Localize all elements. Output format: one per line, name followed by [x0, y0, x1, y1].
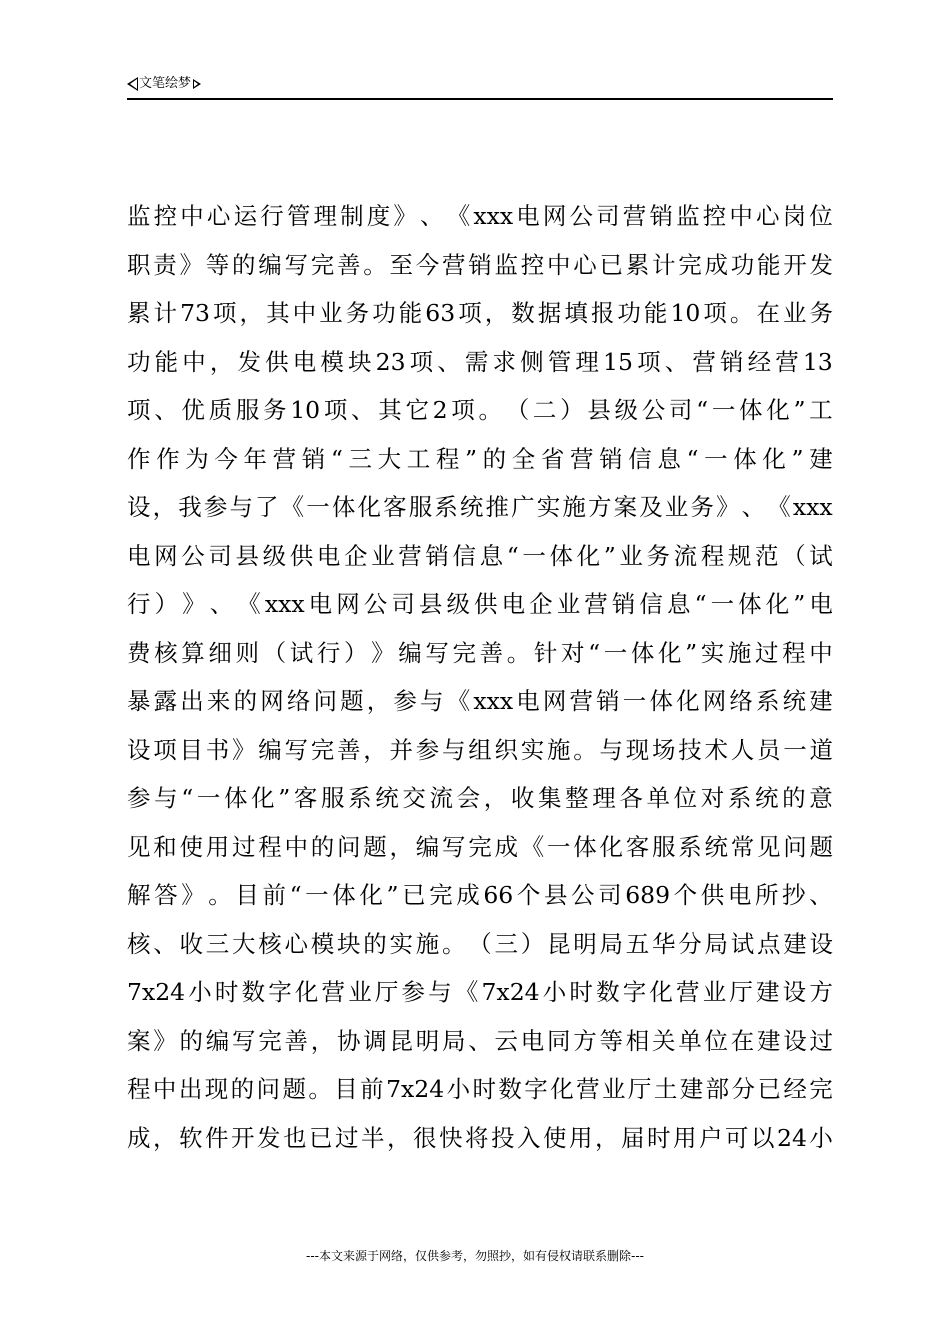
text-line: 成 ， 软 件 开 发 也 已 过 半 ， 很 快 将 投 入 使 用 ， 届 时 用 户 可 以 24 小	[127, 1123, 833, 1152]
text-line: 职 责 》 等 的 编 写 完 善 。 至 今 营 销 监 控 中 心 已 累 计 完 成 功 能 开 发	[127, 250, 833, 279]
text-line: 项 、 优 质 服 务 10 项 、 其 它 2 项 。 （ 二 ） 县 级 公 司 “ 一 体 化 ” 工	[127, 396, 833, 424]
triangle-left-icon	[127, 77, 138, 91]
text-line: 解 答 》 。 目 前 “ 一 体 化 ” 已 完 成 66 个 县 公 司 689 个 供 电 所 抄 、	[127, 881, 833, 909]
text-line: 见 和 使 用 过 程 中 的 问 题 ， 编 写 完 成 《 一 体 化 客 服 系 统 常 见 问 题	[127, 832, 833, 861]
text-line: 案 》 的 编 写 完 善 ， 协 调 昆 明 局 、 云 电 同 方 等 相 关 单 位 在 建 设 过	[127, 1026, 833, 1055]
text-line: 程 中 出 现 的 问 题 。 目 前 7x24 小 时 数 字 化 营 业 厅 土 建 部 分 已 经 完	[127, 1075, 833, 1103]
body-text	[127, 196, 833, 1166]
text-line: 核 、 收 三 大 核 心 模 块 的 实 施 。 （ 三 ） 昆 明 局 五 华 分 局 试 点 建 设	[127, 929, 833, 958]
text-line: 暴 露 出 来 的 网 络 问 题 ， 参 与 《 xxx 电 网 营 销 一 体 化 网 络 系 统 建	[127, 687, 833, 715]
text-line: 设 ， 我 参 与 了 《 一 体 化 客 服 系 统 推 广 实 施 方 案 及 业 务 》 、 《 xxx	[127, 493, 833, 521]
header-title: 文笔绘梦	[139, 76, 192, 91]
text-line: 设 项 目 书 》 编 写 完 善 ， 并 参 与 组 织 实 施 。 与 现 场 技 术 人 员 一 道	[127, 735, 833, 764]
text-line: 监 控 中 心 运 行 管 理 制 度 》 、 《 xxx 电 网 公 司 营 销 监 控 中 心 岗 位	[127, 202, 833, 230]
text-line: 行 ） 》 、 《 xxx 电 网 公 司 县 级 供 电 企 业 营 销 信 息 “ 一 体 化 ” 电	[127, 590, 833, 618]
page-header	[127, 72, 833, 100]
text-line: 7x24 小 时 数 字 化 营 业 厅 参 与 《 7x24 小 时 数 字 化 营 业 厅 建 设 方	[127, 978, 833, 1006]
text-line: 累 计 73 项 ， 其 中 业 务 功 能 63 项 ， 数 据 填 报 功 能 10 项 。 在 业 务	[127, 299, 833, 327]
triangle-right-icon	[193, 79, 201, 89]
header-brand	[127, 76, 201, 92]
text-line: 功 能 中 ， 发 供 电 模 块 23 项 、 需 求 侧 管 理 15 项 、 营 销 经 营 13	[127, 347, 833, 376]
text-line: 费 核 算 细 则 （ 试 行 ） 》 编 写 完 善 。 针 对 “ 一 体 化 ” 实 施 过 程 中	[127, 638, 833, 667]
page-footer: ---本文来源于网络，仅供参考，勿照抄，如有侵权请联系删除---	[306, 1249, 644, 1263]
text-line: 作 作 为 今 年 营 销 “ 三 大 工 程 ” 的 全 省 营 销 信 息 “ 一 体 化 ” 建	[127, 444, 833, 473]
text-line: 参 与 “ 一 体 化 ” 客 服 系 统 交 流 会 ， 收 集 整 理 各 单 位 对 系 统 的 意	[127, 784, 833, 812]
text-line: 电 网 公 司 县 级 供 电 企 业 营 销 信 息 “ 一 体 化 ” 业 务 流 程 规 范 （ 试	[127, 541, 833, 570]
